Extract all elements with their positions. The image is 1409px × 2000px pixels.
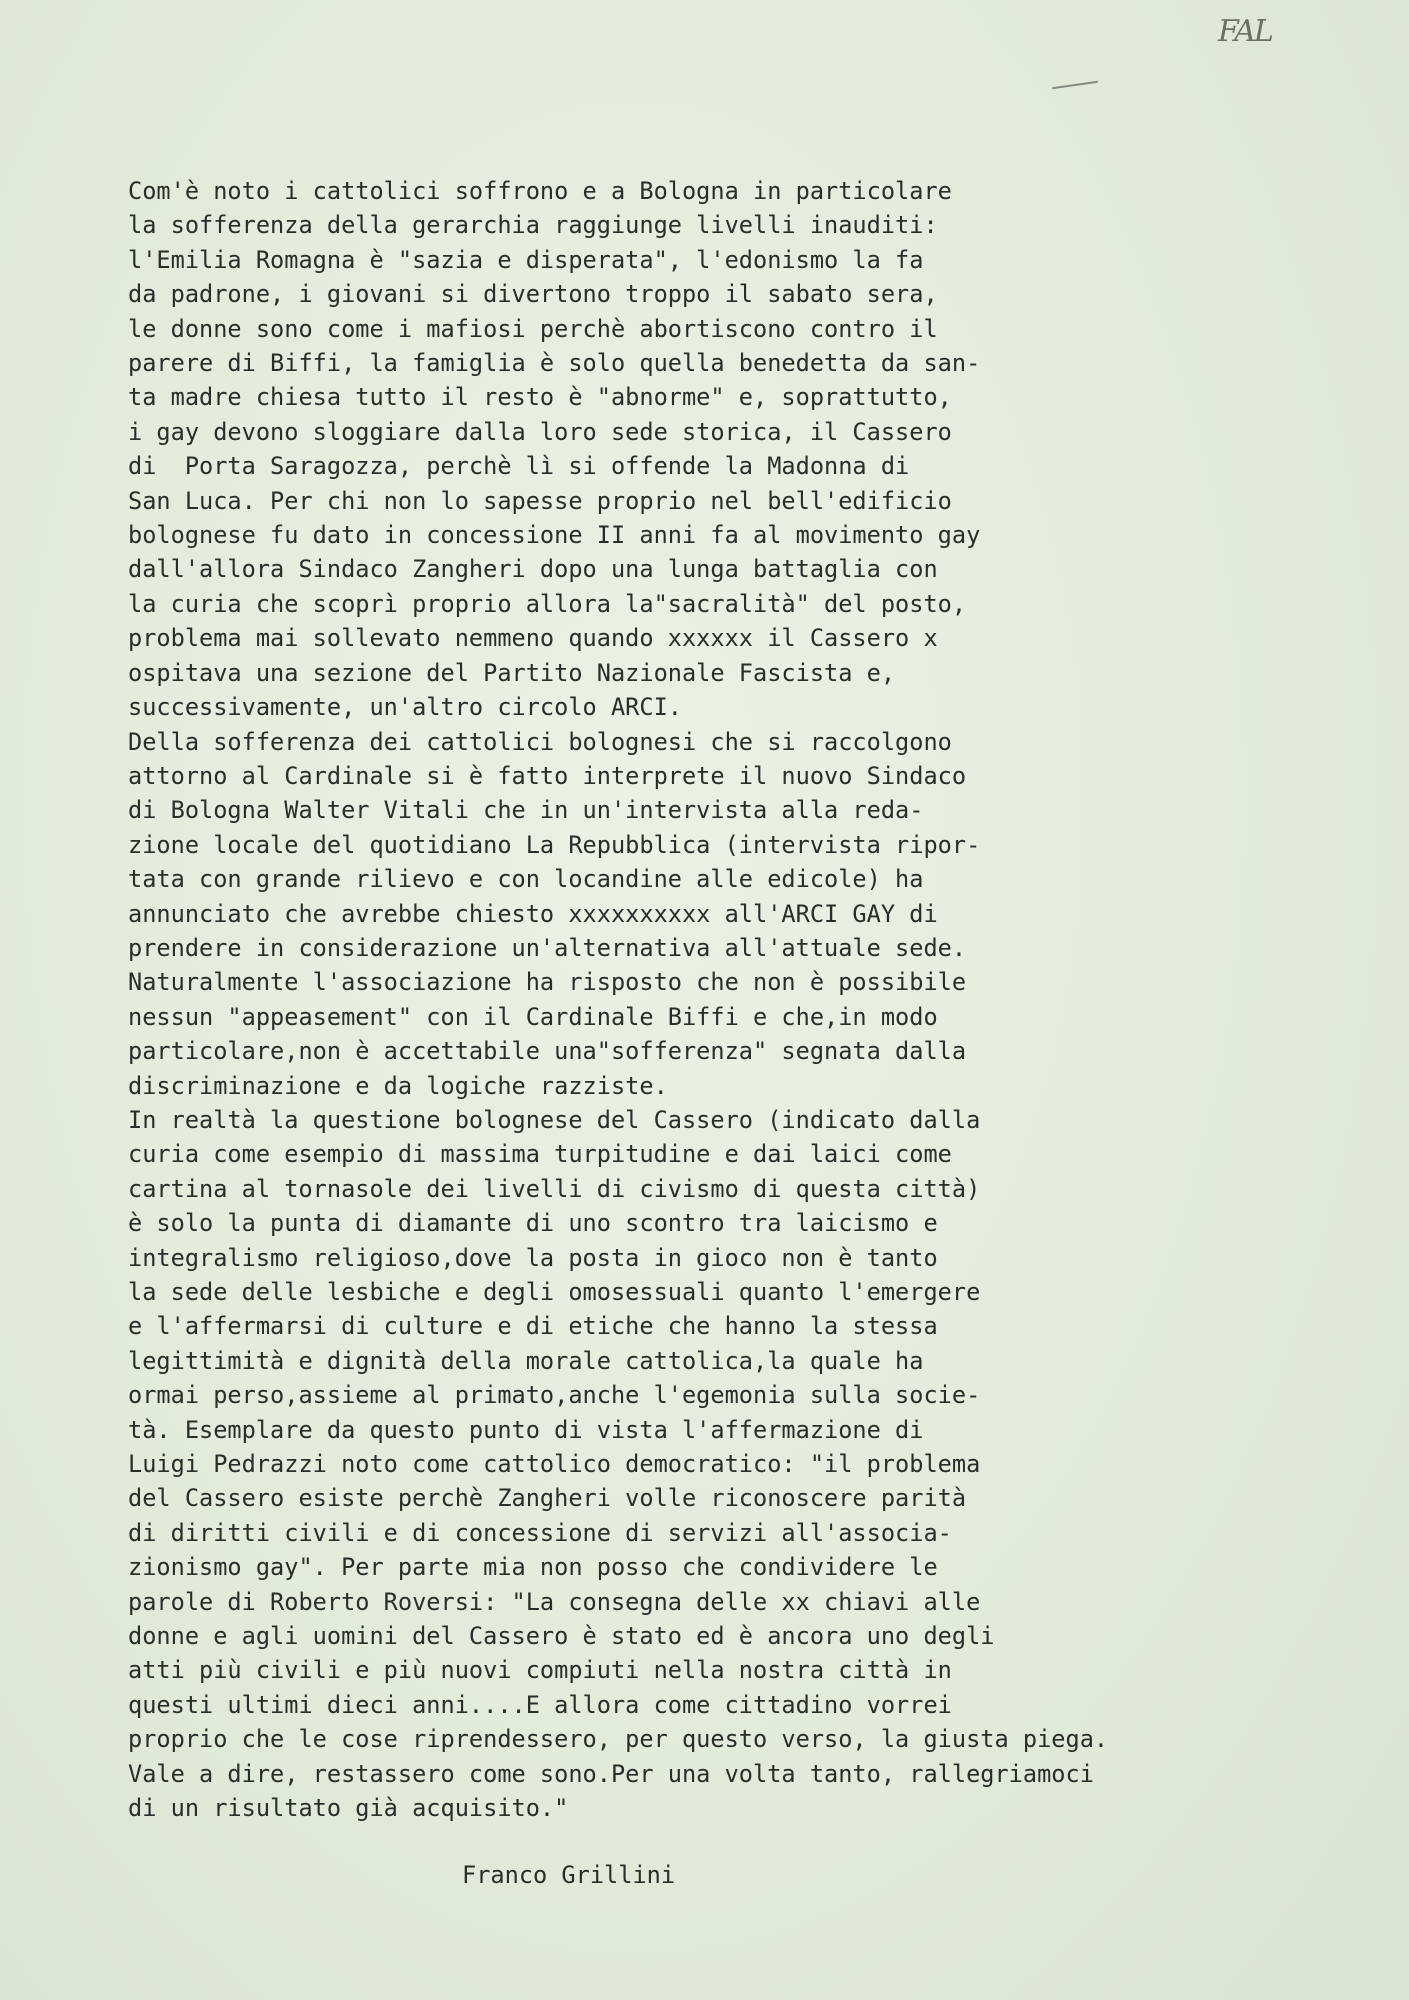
text-line: attorno al Cardinale si è fatto interprete il nuovo Sindaco: [128, 761, 967, 790]
text-line: legittimità e dignità della morale cattolica,la quale ha: [128, 1346, 924, 1375]
text-line: parole di Roberto Roversi: "La consegna delle xx chiavi alle: [128, 1587, 981, 1616]
text-line: del Cassero esiste perchè Zangheri volle riconoscere parità: [128, 1484, 967, 1513]
text-line: In realtà la questione bolognese del Cassero (indicato dalla: [128, 1105, 981, 1134]
text-line: i gay devono sloggiare dalla loro sede storica, il Cassero: [128, 417, 952, 446]
text-line: atti più civili e più nuovi compiuti nella nostra città in: [128, 1656, 952, 1685]
text-line: la curia che scoprì proprio allora la"sacralità" del posto,: [128, 589, 967, 618]
text-line: Com'è noto i cattolici soffrono e a Bologna in particolare: [128, 177, 952, 205]
text-line: Luigi Pedrazzi noto come cattolico democratico: "il problema: [128, 1450, 981, 1479]
text-line: problema mai sollevato nemmeno quando xxxxxx il Cassero x: [128, 624, 938, 653]
text-line: integralismo religioso,dove la posta in gioco non è tanto: [128, 1243, 938, 1272]
text-line: di un risultato già acquisito.": [128, 1794, 569, 1823]
text-line: annunciato che avrebbe chiesto xxxxxxxxxx all'ARCI GAY di: [128, 899, 938, 928]
text-line: bolognese fu dato in concessione II anni fa al movimento gay: [128, 521, 981, 550]
text-line: e l'affermarsi di culture e di etiche che hanno la stessa: [128, 1312, 938, 1341]
text-line: discriminazione e da logiche razziste.: [128, 1071, 668, 1100]
article-body: [128, 174, 1368, 1826]
text-line: ta madre chiesa tutto il resto è "abnorme" e, soprattutto,: [128, 383, 952, 412]
text-line: da padrone, i giovani si divertono troppo il sabato sera,: [128, 280, 938, 309]
text-line: donne e agli uomini del Cassero è stato ed è ancora uno degli: [128, 1622, 995, 1651]
text-line: Vale a dire, restassero come sono.Per una volta tanto, rallegriamoci: [128, 1759, 1094, 1788]
text-line: nessun "appeasement" con il Cardinale Biffi e che,in modo: [128, 1002, 938, 1031]
text-line: prendere in considerazione un'alternativa all'attuale sede.: [128, 933, 967, 962]
text-line: ormai perso,assieme al primato,anche l'egemonia sulla socie-: [128, 1381, 981, 1410]
text-line: zione locale del quotidiano La Repubblica (intervista ripor-: [128, 830, 981, 859]
text-line: proprio che le cose riprendessero, per questo verso, la giusta piega.: [128, 1725, 1109, 1754]
author-signature: Franco Grillini: [462, 1861, 676, 1889]
pencil-stroke: [1052, 81, 1098, 89]
text-line: di diritti civili e di concessione di servizi all'associa-: [128, 1518, 952, 1547]
text-line: tata con grande rilievo e con locandine alle edicole) ha: [128, 865, 924, 894]
text-line: tà. Esemplare da questo punto di vista l'affermazione di: [128, 1415, 924, 1444]
text-line: di Bologna Walter Vitali che in un'intervista alla reda-: [128, 796, 924, 825]
text-line: particolare,non è accettabile una"sofferenza" segnata dalla: [128, 1037, 967, 1066]
text-line: curia come esempio di massima turpitudine e dai laici come: [128, 1140, 952, 1169]
text-line: la sofferenza della gerarchia raggiunge livelli inauditi:: [128, 211, 938, 240]
text-line: San Luca. Per chi non lo sapesse proprio nel bell'edificio: [128, 486, 952, 515]
text-line: Naturalmente l'associazione ha risposto che non è possibile: [128, 968, 967, 997]
text-line: ospitava una sezione del Partito Nazionale Fascista e,: [128, 658, 896, 687]
text-line: Della sofferenza dei cattolici bolognesi che si raccolgono: [128, 727, 952, 756]
text-line: zionismo gay". Per parte mia non posso che condividere le: [128, 1553, 938, 1582]
text-line: questi ultimi dieci anni....E allora come cittadino vorrei: [128, 1690, 952, 1719]
text-line: le donne sono come i mafiosi perchè abortiscono contro il: [128, 314, 938, 343]
text-line: è solo la punta di diamante di uno scontro tra laicismo e: [128, 1209, 938, 1238]
text-line: di Porta Saragozza, perchè lì si offende la Madonna di: [128, 452, 910, 481]
handwritten-corner-mark: FAL: [1218, 14, 1272, 49]
text-line: successivamente, un'altro circolo ARCI.: [128, 693, 682, 722]
text-line: l'Emilia Romagna è "sazia e disperata", l'edonismo la fa: [128, 245, 924, 274]
text-line: cartina al tornasole dei livelli di civismo di questa città): [128, 1174, 981, 1203]
text-line: dall'allora Sindaco Zangheri dopo una lunga battaglia con: [128, 555, 938, 584]
text-line: parere di Biffi, la famiglia è solo quella benedetta da san-: [128, 349, 981, 378]
text-line: la sede delle lesbiche e degli omosessuali quanto l'emergere: [128, 1278, 981, 1306]
